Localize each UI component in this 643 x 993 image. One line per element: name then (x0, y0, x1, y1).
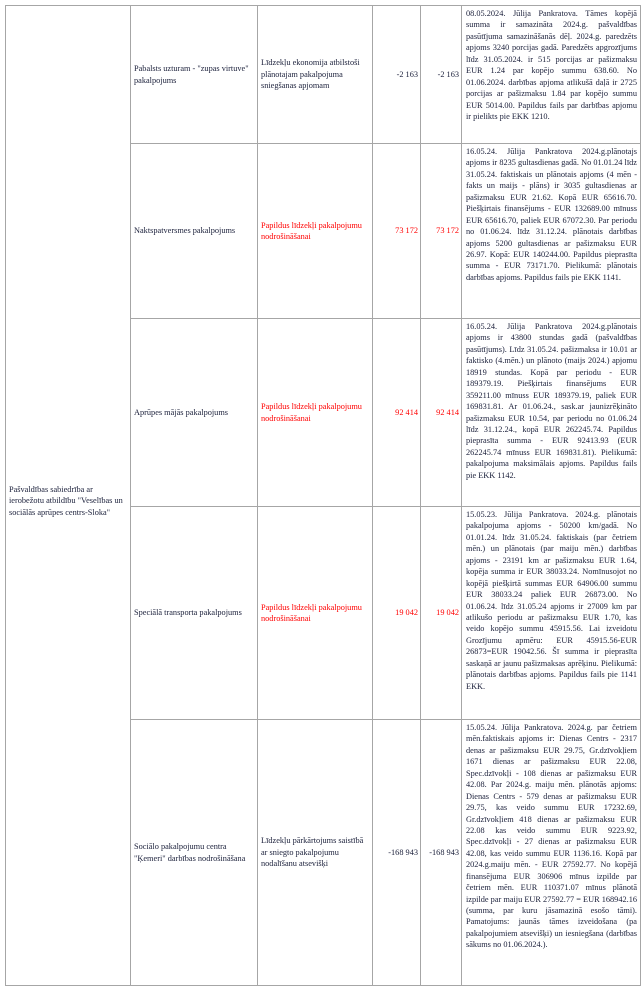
service-name: Sociālo pakalpojumu centra "Ķemeri" darbības nodrošināšana (131, 720, 258, 986)
comment-text: 16.05.24. Jūlija Pankratova 2024.g.plānotajs apjoms ir 8235 gultasdienas gadā. No 01.01.24 līdz 31.05.24. faktiskais un plānotais apjoms (4 mēn - fakts un maijs - plāns) ir 3035 gultasdienas ar pašizmaksu EUR 21.62. Kopā EUR 65616.70. Piešķirtais finansējums - EUR 132689.00 mīnuss EUR 65616.70, paliek EUR 67072.30. Par periodu no 01.06.24. līdz 31.12.24. plānotais darbības apjoms 5200 gultasdienas ar pašizmaksu EUR 26.97. Kopā: EUR 140244.00. Papildus pieprasīta summa - EUR 73171.70. Pielikumā: plānotais darbības apjoms. Papildus fails pie EKK 1141. (462, 144, 641, 319)
comment-text: 15.05.24. Jūlija Pankratova. 2024.g. par četriem mēn.faktiskais apjoms ir: Dienas Centrs - 2317 denas ar pašizmaksu EUR 29.75, Gr.dzīvokļiem 1671 dienas ar pašizmaksu EUR 22.08, Spec.dzīvokļi - 108 dienas ar pašizmaksu EUR 42.08. Par 2024.g. maiju mēn. plānotās apjoms: Dienas Centrs - 579 denas ar pašizmaksu EUR 29.75, kas veido summu EUR 17232.69, Gr.dzīvokļiem 418 dienas ar pašizmaksu EUR 22.08 kas veido summu EUR 9223.92, Spec.dzīvokļi - 27 dienas ar pašizmaksu EUR 42.08, kas veido summu EUR 1136.16. Kopā par 2024.g.maiju mēn. - EUR 27592.77. No kopējā finansējuma EUR 306906 mīnus izpilde par četriem mēn. EUR 110371.07 mīnus plānotā izpilde par maiju EUR 27592.77 = EUR 168942.16 (summa, par kuru jāsamazinā esošo tāmi). Pamatojums: jaunās tāmes izveidošana (pa pakalpojumiem atsevišķi) un iesniegšana (darbības sākums no 01.06.2024.). (462, 720, 641, 986)
amount-total: -168 943 (421, 720, 462, 986)
amount-total: 19 042 (421, 507, 462, 720)
amount-change: -168 943 (373, 720, 421, 986)
comment-text: 15.05.23. Jūlija Pankratova. 2024.g. plānotais pakalpojuma apjoms - 50200 km/gadā. No 01.01.24. līdz 31.05.24. faktiskais (par četriem mēn.) un plānotais (par maiju mēn.) darbības apjoms - 23191 km ar pašizmaksu EUR 1.64, kopēja summa ir EUR 38033.24. Nomīnusojot no kopējā piešķirtā summas EUR 64906.00 summu EUR 38033.24 paliek EUR 26873.00. No 01.06.24. līdz 31.05.24 apjoms ir 27009 km par atlikušo periodu ar pašizmaksu EUR 1.70, kas veido kopējo summu 45915.56. Lai izveidotu Grozījumu apmēru: EUR 45915.56-EUR 26873=EUR 19042.56. Šī summa ir pieprasīta saskaņā ar jaunu pašizmaksas aprēķinu. Pielikumā: plānotais darbības apjoms. Papildus fails pie 1141 EKK. (462, 507, 641, 720)
reason-text: Papildus līdzekļi pakalpojumu nodrošināšanai (258, 319, 373, 507)
amount-change: 19 042 (373, 507, 421, 720)
amount-total: 73 172 (421, 144, 462, 319)
reason-text: Papildus līdzekļi pakalpojumu nodrošināšanai (258, 144, 373, 319)
table-row (6, 6, 641, 144)
organization-name: Pašvaldības sabiedrība ar ierobežotu atbildību "Veselības un sociālās aprūpes centrs-Sloka" (9, 484, 123, 517)
service-name: Aprūpes mājās pakalpojums (131, 319, 258, 507)
service-name: Naktspatversmes pakalpojums (131, 144, 258, 319)
service-name: Pabalsts uzturam - "zupas virtuve" pakalpojums (131, 6, 258, 144)
budget-amendments-table (5, 5, 641, 986)
reason-text: Līdzekļu pārkārtojums saistībā ar sniegto pakalpojumu nodalīšanu atsevišķi (258, 720, 373, 986)
amount-change: 92 414 (373, 319, 421, 507)
organization-cell (6, 6, 131, 986)
amount-change: 73 172 (373, 144, 421, 319)
amount-total: 92 414 (421, 319, 462, 507)
reason-text: Papildus līdzekļi pakalpojumu nodrošināšanai (258, 507, 373, 720)
amount-change: -2 163 (373, 6, 421, 144)
amount-total: -2 163 (421, 6, 462, 144)
reason-text: Līdzekļu ekonomija atbilstoši plānotajam pakalpojuma sniegšanas apjomam (258, 6, 373, 144)
service-name: Speciālā transporta pakalpojums (131, 507, 258, 720)
comment-text: 08.05.2024. Jūlija Pankratova. Tāmes kopējā summa ir samazināta 2024.g. pašvaldības pasūtījuma samazināšanās dēļ. 2024.g. paredzēts apjoms 3240 porcijas gadā. Paredzēts apgrozījums līdz 31.05.2024. ir 515 porcijas ar pašizmaksu EUR 1.24 par kopējo summu 638.60. No 01.06.2024. darbības apjoma atlikušā daļā ir 2725 porcijas ar pašizmaksu 1.84 par kopējo summu EUR 5014.00. Papildus fails par darbības apjomu ir pielikts pie EKK 1210. (462, 6, 641, 144)
comment-text: 16.05.24. Jūlija Pankratova 2024.g.plānotais apjoms ir 43800 stundas gadā (pašvaldības pasūtījums). Līdz 31.05.24. pašizmaksa ir 10.01 ar faktisko (4.mēn.) un plānoto (maijs 2024.) apjomu 18919 stundas. Kopā par periodu - EUR 189379.19. Piešķirtais finansējums EUR 359211.00 mīnuss EUR 189379.19, paliek EUR 169831.81. Ar 01.06.24., sask.ar jaunizrēķināto pašizmaksu EUR 10.54, par periodu no 01.06.24 līdz 31.12.24., kopā EUR 262245.74. Papildus pieprasīta summa - EUR 92413.93 (EUR 262245.74 mīnuss EUR 169831.81). Pielikumā: pakalpojuma maksimālais apjoms. Papildus fails pie EKK 1142. (462, 319, 641, 507)
